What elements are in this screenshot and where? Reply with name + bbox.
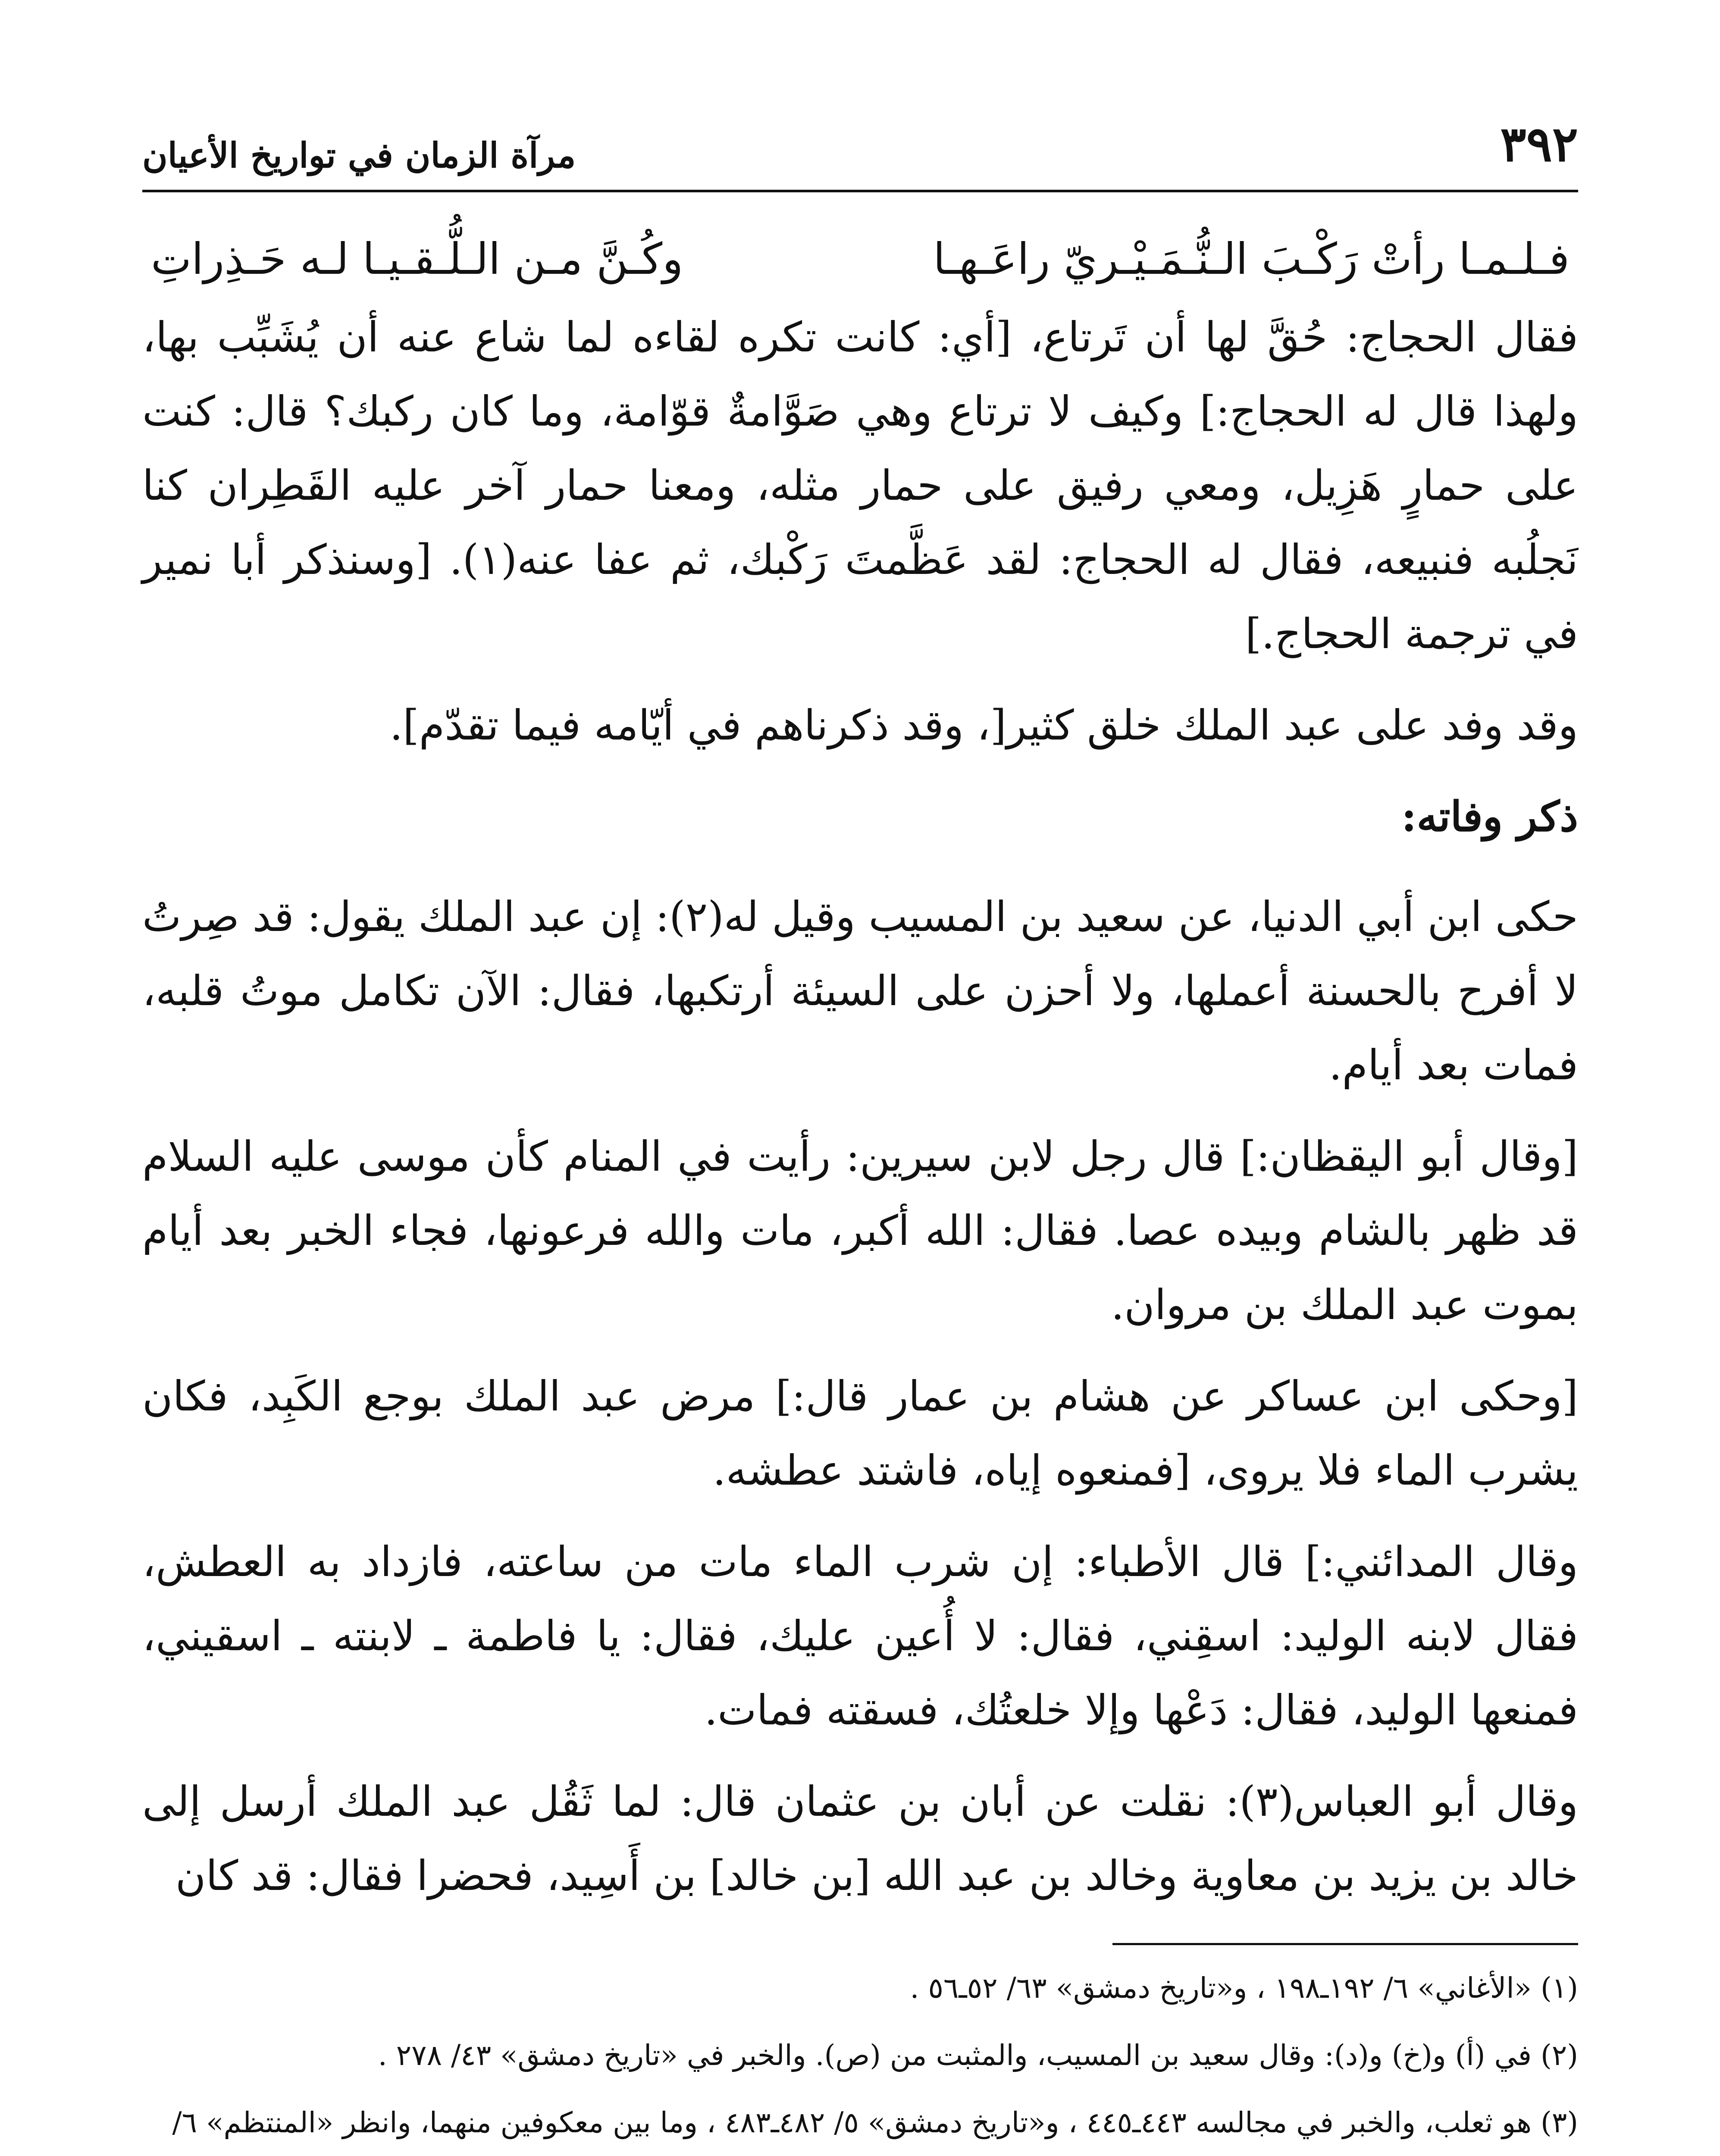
verse-first-hemistich: فـلـمـا رأتْ رَكْـبَ الـنُّـمَـيْـريّ راعَـهـا [933, 234, 1570, 284]
paragraph: فقال الحجاج: حُقَّ لها أن تَرتاع، [أي: كانت تكره لقاءه لما شاع عنه أن يُشَبِّب بها، ولهذا قال له الحجاج:] وكيف لا ترتاع وهي صَوَّامةٌ قوّامة، وما كان ركبك؟ قال: كنت على حمارٍ هَزِيل، ومعي رفيق على حمار مثله، ومعنا حمار آخر عليه القَطِران كنا نَجلُبه فنبيعه، فقال له الحجاج: لقد عَظَّمتَ رَكْبك، ثم عفا عنه(١). [وسنذكر أبا نمير في ترجمة الحجاج.] [142, 313, 1579, 658]
footnote: (١) «الأغاني» ٦/ ١٩٢ـ١٩٨ ، و«تاريخ دمشق» ٦٣/ ٥٢ـ٥٦ . [910, 1971, 1578, 2005]
footnote: (٣) هو ثعلب، والخبر في مجالسه ٤٤٣ـ٤٤٥ ، و«تاريخ دمشق» ٥/ ٤٨٢ـ٤٨٣ ، وما بين معكوفين منهما، وانظر «المنتظم» ٦/ [172, 2106, 1578, 2139]
paragraph: وقال أبو العباس(٣): نقلت عن أبان بن عثمان قال: لما ثَقُل عبد الملك أرسل إلى خالد بن يزيد بن معاوية وخالد بن عبد الله [بن خالد] بن أَسِيد، فحضرا فقال: قد كان [142, 1777, 1579, 1900]
running-title: مرآة الزمان في تواريخ الأعيان [142, 135, 576, 175]
paragraph: [وحكى ابن عساكر عن هشام بن عمار قال:] مرض عبد الملك بوجع الكَبِد، فكان يشرب الماء فلا يروى، [فمنعوه إياه، فاشتد عطشه. [142, 1372, 1578, 1495]
footnote-divider [1112, 1943, 1578, 1945]
page-header [142, 112, 1578, 192]
poetry-verse [142, 218, 1578, 300]
main-text [142, 300, 1578, 1913]
section-heading: ذكر وفاته: [1401, 792, 1578, 841]
page-number: ٣٩٢ [1500, 116, 1578, 172]
paragraph: وقال المدائني:] قال الأطباء: إن شرب الماء مات من ساعته، فازداد به العطش، فقال لابنه الوليد: اسقِني، فقال: لا أُعين عليك، فقال: يا فاطمة ـ لابنته ـ اسقيني، فمنعها الوليد، فقال: دَعْها وإلا خلعتُك، فسقته فمات. [142, 1538, 1578, 1734]
paragraph: وقد وفد على عبد الملك خلق كثير[، وقد ذكرناهم في أيّامه فيما تقدّم]. [389, 701, 1578, 749]
book-page [142, 112, 1578, 2156]
footnote: (٢) في (أ) و(خ) و(د): وقال سعيد بن المسيب، والمثبت من (ص). والخبر في «تاريخ دمشق» ٤٣/ ٢٧٨ . [378, 2039, 1578, 2072]
footnotes [142, 1962, 1578, 2156]
paragraph: [وقال أبو اليقظان:] قال رجل لابن سيرين: رأيت في المنام كأن موسى عليه السلام قد ظهر بالشام وبيده عصا. فقال: الله أكبر، مات والله فرعونها، فجاء الخبر بعد أيام بموت عبد الملك بن مروان. [142, 1132, 1579, 1329]
paragraph: حكى ابن أبي الدنيا، عن سعيد بن المسيب وقيل له(٢): إن عبد الملك يقول: قد صِرتُ لا أفرح بالحسنة أعملها، ولا أحزن على السيئة أرتكبها، فقال: الآن تكامل موتُ قلبه، فمات بعد أيام. [142, 893, 1579, 1089]
verse-second-hemistich: وكُـنَّ مـن الـلُّـقـيـا لـه حَـذِراتِ [151, 234, 683, 284]
